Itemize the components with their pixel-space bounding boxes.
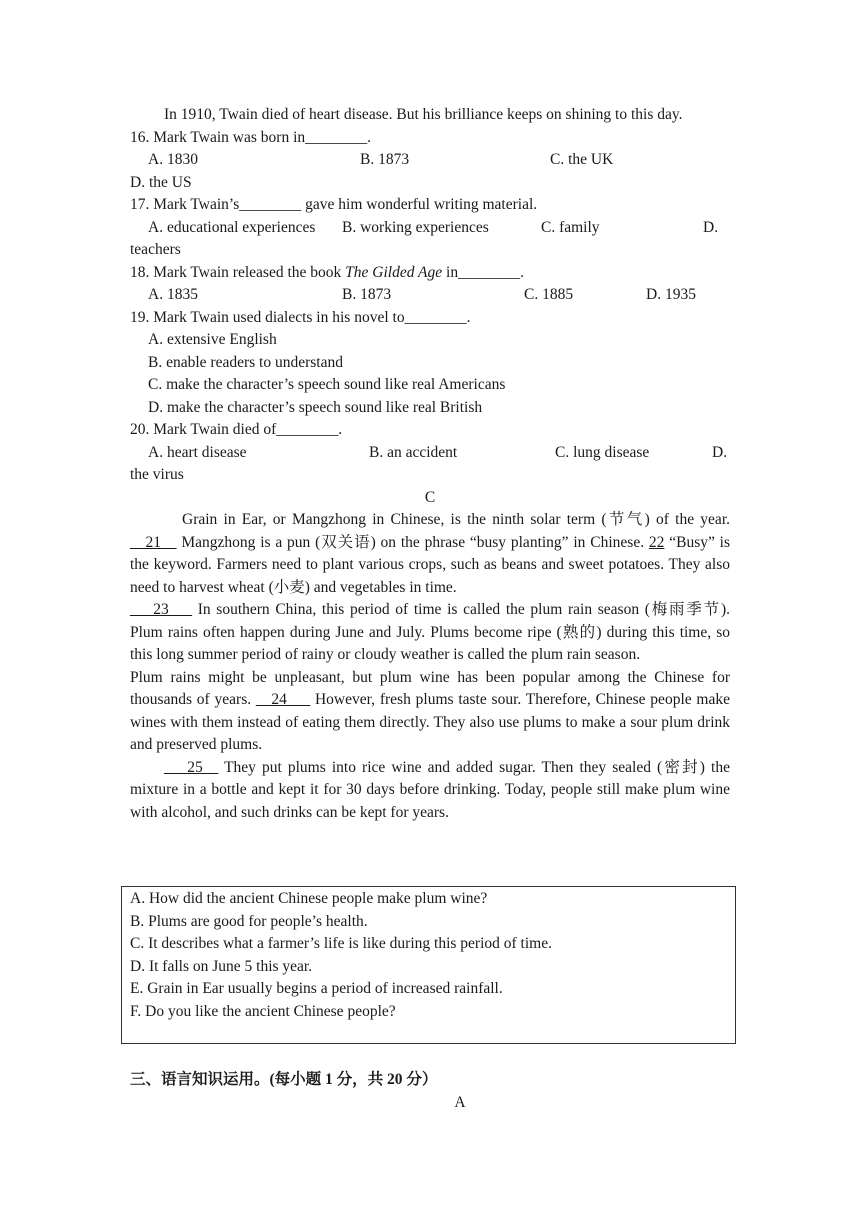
p3-part-a: Plum rains might be unpleasant, but plum wine has been popular among the Chinese for thousands of years. (130, 668, 730, 708)
option-17d-letter: D. (703, 218, 719, 236)
passage-c-p1 (130, 509, 730, 599)
document-body (130, 104, 730, 824)
option-16d: D. the US (130, 173, 192, 191)
passage-c-p4 (130, 757, 730, 825)
option-18c: C. 1885 (524, 286, 574, 303)
p4-text: They put plums into rice wine and added sugar. Then they sealed (密封) the mixture in a bottle and kept it for 30 days before drinking. Today, people still make plum wine with alcohol, and such drinks can be kept for years. (130, 758, 730, 821)
question-18-pre: 18. Mark Twain released the book (130, 263, 346, 281)
question-20-options (130, 442, 730, 465)
question-19: 19. Mark Twain used dialects in his novel to________. (130, 308, 471, 326)
choice-f: F. Do you like the ancient Chinese people? (130, 1002, 396, 1020)
option-16c: C. the UK (550, 151, 614, 168)
choice-c: C. It describes what a farmer’s life is like during this period of time. (130, 935, 552, 952)
blank-23: ___23___ (130, 601, 192, 618)
choice-b: B. Plums are good for people’s health. (130, 912, 368, 930)
passage-c-p3 (130, 667, 730, 757)
book-title: The Gilded Age (345, 263, 443, 281)
section-3-sub: A (454, 1094, 466, 1111)
p1-part-b: Mangzhong is a pun (双关语) on the phrase “busy planting” in Chinese. (181, 533, 645, 551)
question-16-options (130, 149, 730, 172)
p3-part-b: However, fresh plums taste sour. Therefore, Chinese people make wines with them instead of eating them directly. They also use plums to make a sour plum drink and preserved plums. (130, 691, 730, 753)
option-16a: A. 1830 (148, 151, 198, 168)
option-20a: A. heart disease (148, 443, 247, 461)
answer-choices-box (121, 886, 736, 1044)
option-19b: B. enable readers to understand (148, 353, 343, 371)
option-20c: C. lung disease (555, 443, 650, 461)
intro-paragraph: In 1910, Twain died of heart disease. But his brilliance keeps on shining to this day. (164, 106, 683, 123)
blank-22: 22 (648, 533, 665, 551)
option-17d-text: teachers (130, 241, 181, 258)
option-18a: A. 1835 (148, 286, 198, 303)
option-19c: C. make the character’s speech sound like real Americans (148, 376, 506, 393)
choice-e: E. Grain in Ear usually begins a period of increased rainfall. (130, 980, 503, 997)
option-17b: B. working experiences (342, 218, 489, 236)
option-17c: C. family (541, 218, 600, 236)
blank-25: ___25__ (164, 758, 219, 776)
blank-24: __24___ (255, 691, 311, 708)
option-18b: B. 1873 (342, 286, 392, 303)
question-16: 16. Mark Twain was born in________. (130, 128, 372, 146)
passage-c-p2 (130, 599, 730, 667)
option-19d: D. make the character’s speech sound like real British (148, 398, 483, 416)
question-17-options (130, 217, 730, 240)
choice-d: D. It falls on June 5 this year. (130, 957, 313, 975)
passage-c-heading: C (424, 488, 436, 506)
option-20b: B. an accident (369, 443, 458, 461)
blank-21: __21__ (130, 533, 177, 551)
option-19a: A. extensive English (148, 331, 277, 348)
option-20d-letter: D. (712, 443, 728, 461)
p2-text: In southern China, this period of time is called the plum rain season (梅雨季节). Plum rains often happen during June and July. Plums become ripe (熟的) during this time, so this long summer period of rainy or cloudy weather is called the plum rain season. (130, 601, 731, 663)
option-16b: B. 1873 (360, 151, 410, 168)
p1-part-a: Grain in Ear, or Mangzhong in Chinese, is the ninth solar term (节气) of the year. (182, 511, 730, 528)
question-18-options (130, 284, 730, 307)
option-18d: D. 1935 (646, 286, 696, 303)
question-18 (130, 262, 730, 285)
question-17: 17. Mark Twain’s________ gave him wonderful writing material. (130, 196, 538, 213)
choice-a: A. How did the ancient Chinese people make plum wine? (130, 890, 488, 907)
question-20: 20. Mark Twain died of________. (130, 421, 343, 438)
section-3-title: 三、语言知识运用。(每小题 1 分，共 20 分） (130, 1071, 438, 1088)
p1-part-c: “Busy” is the keyword. Farmers need to plant various crops, such as beans and sweet potatoes. They also need to harvest wheat (小麦) and vegetables in time. (130, 533, 731, 596)
option-17a: A. educational experiences (148, 218, 316, 236)
option-20d-text: the virus (130, 466, 184, 483)
question-18-post: in________. (442, 263, 524, 281)
